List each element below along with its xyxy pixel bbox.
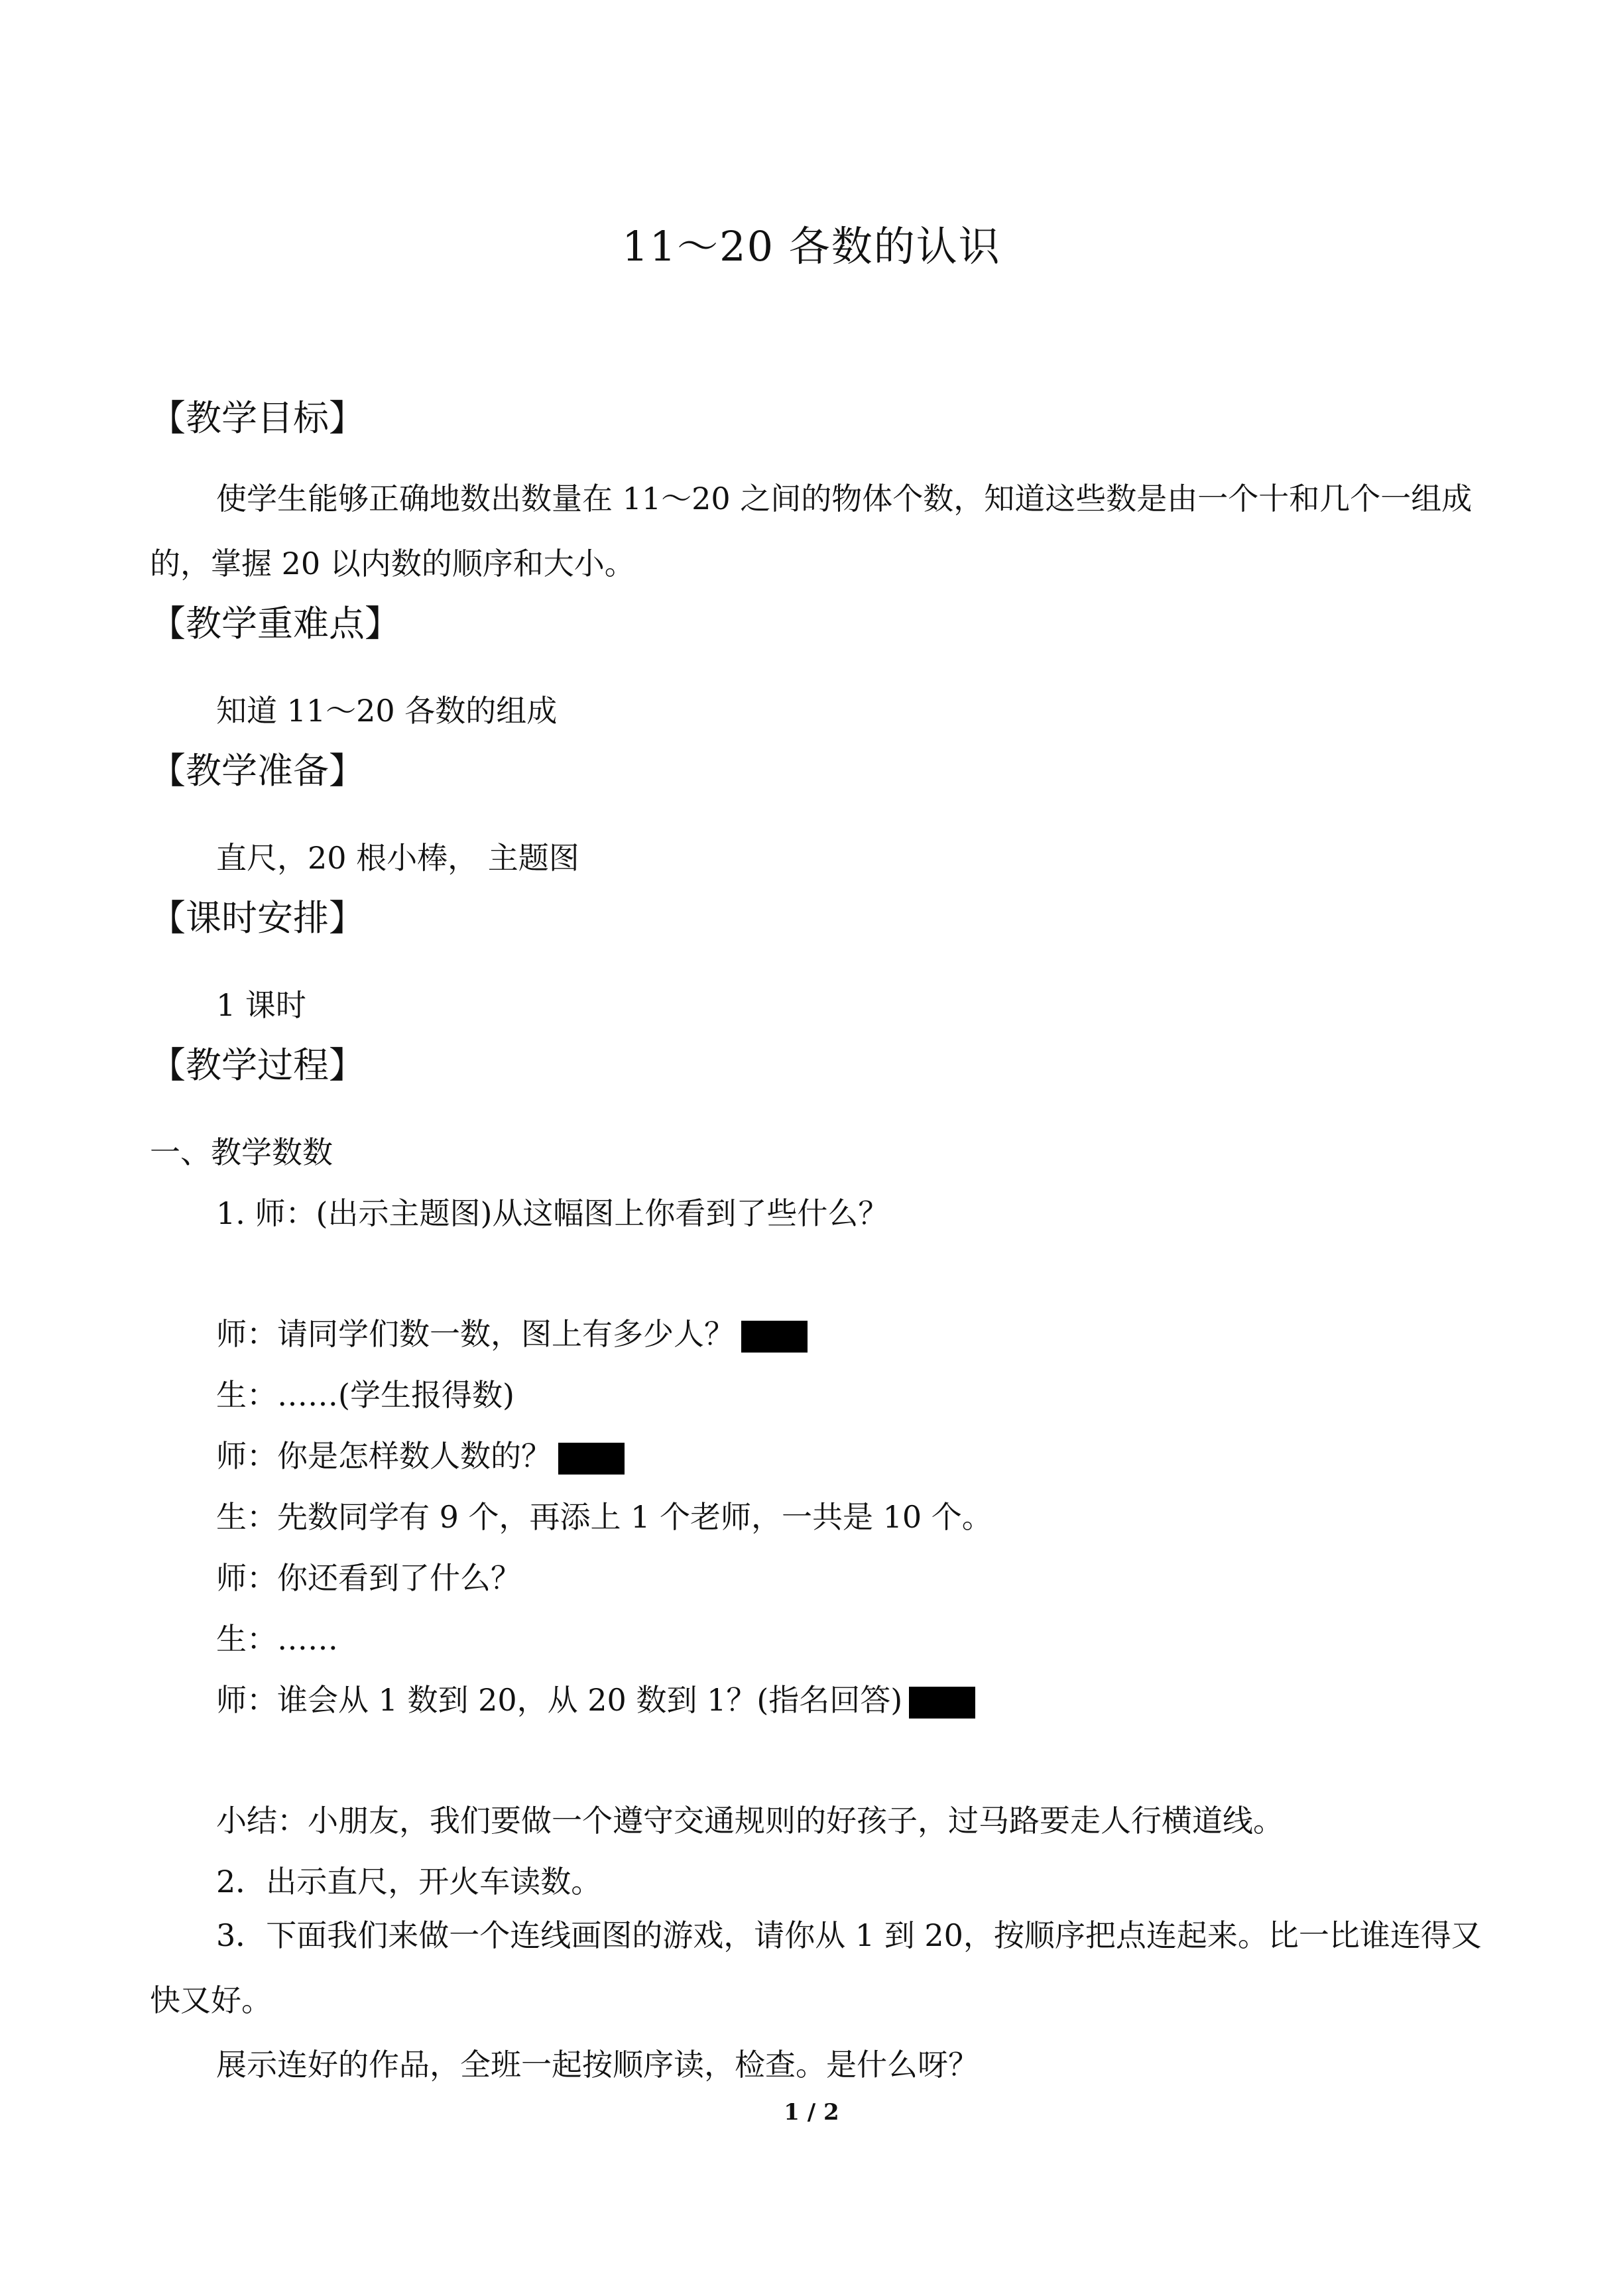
process-part1-title: 一、教学数数 — [150, 1134, 333, 1170]
objectives-text: 使学生能够正确地数出数量在 11～20 之间的物体个数，知道这些数是由一个十和几个一组成的，掌握 20 以内数的顺序和大小。 — [150, 481, 1473, 581]
objectives-heading: 【教学目标】 — [150, 397, 365, 439]
dialog-line-5: 师：你还看到了什么？ — [216, 1560, 521, 1596]
redaction-block — [741, 1321, 808, 1353]
process-step3-follow: 展示连好的作品，全班一起按顺序读，检查。是什么呀？ — [216, 2047, 979, 2083]
page-number: 1 / 2 — [784, 2099, 839, 2126]
summary-line: 小结：小朋友，我们要做一个遵守交通规则的好孩子，过马路要走人行横道线。 — [216, 1803, 1284, 1839]
key-points-text: 知道 11～20 各数的组成 — [216, 693, 558, 729]
process-step1: 1. 师：(出示主题图)从这幅图上你看到了些什么？ — [216, 1195, 889, 1231]
preparation-heading: 【教学准备】 — [150, 750, 365, 792]
dialog-text-7: 师：谁会从 1 数到 20，从 20 数到 1？(指名回答) — [216, 1682, 903, 1718]
dialog-line-2: 生：……(学生报得数) — [216, 1377, 514, 1413]
dialog-text-3: 师：你是怎样数人数的？ — [216, 1438, 552, 1474]
process-step2: 2．出示直尺，开火车读数。 — [216, 1864, 602, 1900]
dialog-line-3 — [216, 1432, 625, 1476]
dialog-text-1: 师：请同学们数一数，图上有多少人？ — [216, 1316, 735, 1352]
schedule-heading: 【课时安排】 — [150, 897, 365, 939]
preparation-text: 直尺，20 根小棒， 主题图 — [216, 840, 579, 876]
document-title: 11～20 各数的认识 — [622, 222, 1001, 271]
process-heading: 【教学过程】 — [150, 1044, 365, 1086]
dialog-line-7 — [216, 1676, 975, 1720]
dialog-line-1 — [216, 1310, 808, 1354]
key-points-heading: 【教学重难点】 — [150, 603, 400, 644]
redaction-block — [558, 1443, 625, 1475]
schedule-text: 1 课时 — [216, 987, 306, 1023]
process-step3: 3．下面我们来做一个连线画图的游戏，请你从 1 到 20，按顺序把点连起来。比一比谁连得又快又好。 — [150, 1917, 1482, 2018]
dialog-line-6: 生：…… — [216, 1621, 338, 1657]
dialog-line-4: 生：先数同学有 9 个，再添上 1 个老师，一共是 10 个。 — [216, 1499, 992, 1535]
redaction-block — [909, 1687, 975, 1719]
